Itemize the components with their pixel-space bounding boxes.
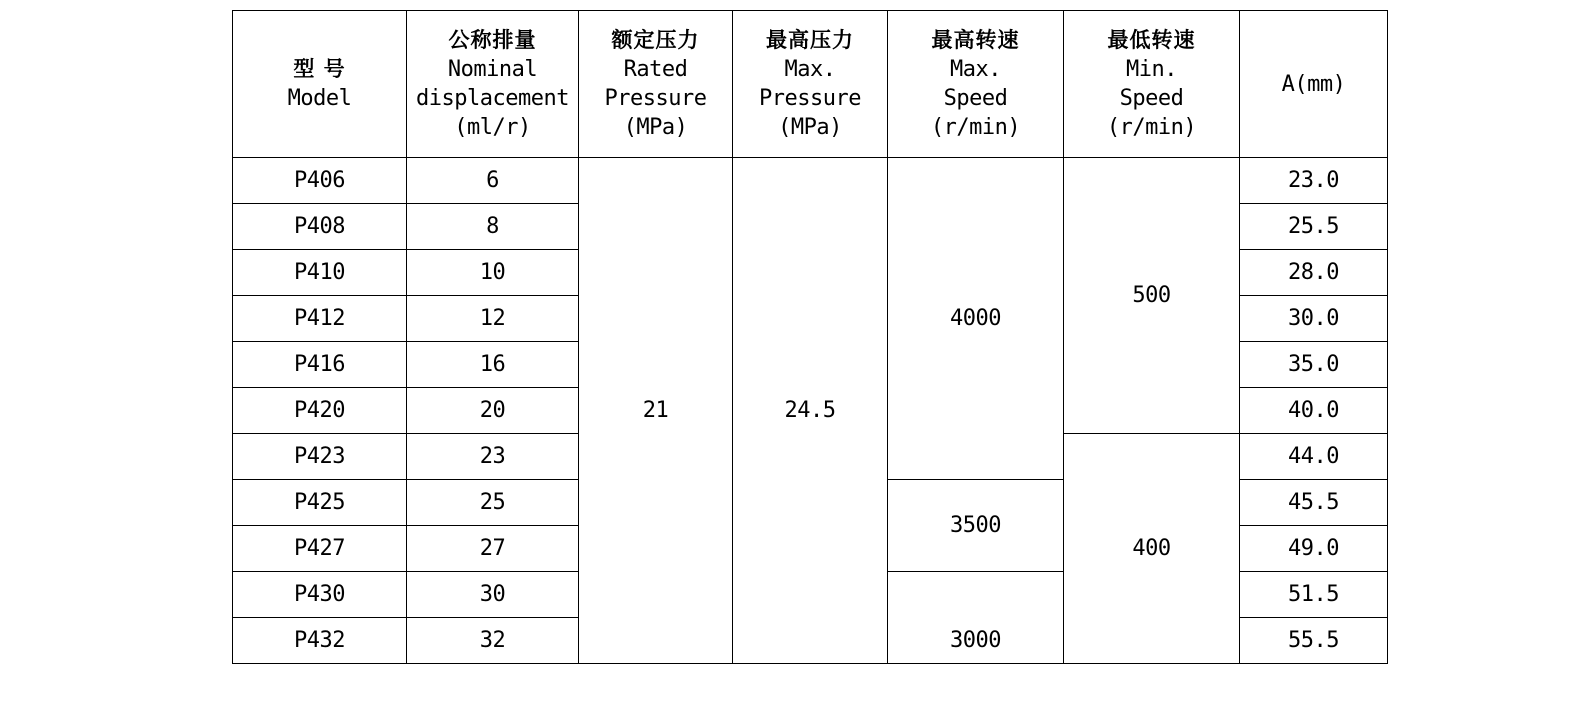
a-dimension-cell: 45.5 bbox=[1240, 480, 1388, 526]
table-row bbox=[233, 158, 1388, 204]
header-rated-pressure-unit: (MPa) bbox=[623, 115, 688, 140]
displacement-cell: 8 bbox=[407, 204, 579, 250]
displacement-cell: 32 bbox=[407, 618, 579, 664]
header-rated-pressure-zh: 额定压力 bbox=[611, 28, 700, 52]
header-min-speed bbox=[1064, 11, 1240, 158]
displacement-cell: 12 bbox=[407, 296, 579, 342]
a-dimension-cell: 55.5 bbox=[1240, 618, 1388, 664]
displacement-cell: 6 bbox=[407, 158, 579, 204]
max-speed-cell: 4000 bbox=[888, 158, 1064, 480]
header-a-dimension-label: A(mm) bbox=[1281, 71, 1346, 97]
header-min-speed-unit: (r/min) bbox=[1106, 115, 1197, 140]
model-cell: P410 bbox=[233, 250, 407, 296]
header-max-speed-zh: 最高转速 bbox=[931, 28, 1020, 52]
a-dimension-cell: 51.5 bbox=[1240, 572, 1388, 618]
header-displacement-zh: 公称排量 bbox=[448, 28, 537, 52]
model-cell: P432 bbox=[233, 618, 407, 664]
displacement-cell: 16 bbox=[407, 342, 579, 388]
header-max-speed bbox=[888, 11, 1064, 158]
model-cell: P416 bbox=[233, 342, 407, 388]
header-model bbox=[233, 11, 407, 158]
spec-table bbox=[232, 10, 1388, 664]
header-max-pressure-unit: (MPa) bbox=[778, 115, 842, 140]
min-speed-cell: 500 bbox=[1064, 158, 1240, 434]
header-displacement bbox=[407, 11, 579, 158]
header-rated-pressure bbox=[579, 11, 733, 158]
header-max-speed-en-1: Max. bbox=[950, 57, 1001, 82]
header-model-en: Model bbox=[287, 86, 352, 111]
header-max-speed-unit: (r/min) bbox=[930, 115, 1021, 140]
a-dimension-cell: 49.0 bbox=[1240, 526, 1388, 572]
header-rated-pressure-en-2: Pressure bbox=[604, 86, 707, 111]
header-max-speed-en-2: Speed bbox=[943, 86, 1008, 111]
header-model-zh: 型 号 bbox=[293, 57, 346, 81]
header-max-pressure-zh: 最高压力 bbox=[766, 28, 854, 52]
displacement-cell: 23 bbox=[407, 434, 579, 480]
header-rated-pressure-en-1: Rated bbox=[623, 57, 688, 82]
a-dimension-cell: 25.5 bbox=[1240, 204, 1388, 250]
displacement-cell: 20 bbox=[407, 388, 579, 434]
a-dimension-cell: 44.0 bbox=[1240, 434, 1388, 480]
a-dimension-cell: 28.0 bbox=[1240, 250, 1388, 296]
model-cell: P412 bbox=[233, 296, 407, 342]
model-cell: P427 bbox=[233, 526, 407, 572]
header-min-speed-zh: 最低转速 bbox=[1107, 28, 1196, 52]
header-max-pressure bbox=[733, 11, 888, 158]
header-displacement-unit: (ml/r) bbox=[454, 115, 531, 140]
a-dimension-cell: 35.0 bbox=[1240, 342, 1388, 388]
max-speed-cell: 3500 bbox=[888, 480, 1064, 572]
displacement-cell: 30 bbox=[407, 572, 579, 618]
header-displacement-en-2: displacement bbox=[416, 86, 569, 111]
a-dimension-cell: 40.0 bbox=[1240, 388, 1388, 434]
max-pressure-cell: 24.5 bbox=[733, 158, 888, 664]
model-cell: P406 bbox=[233, 158, 407, 204]
header-displacement-en-1: Nominal bbox=[447, 57, 538, 82]
header-max-pressure-en-2: Pressure bbox=[759, 86, 861, 111]
displacement-cell: 27 bbox=[407, 526, 579, 572]
a-dimension-cell: 23.0 bbox=[1240, 158, 1388, 204]
min-speed-cell: 400 bbox=[1064, 434, 1240, 664]
model-cell: P425 bbox=[233, 480, 407, 526]
model-cell: P408 bbox=[233, 204, 407, 250]
header-min-speed-en-2: Speed bbox=[1119, 86, 1184, 111]
header-a-dimension bbox=[1240, 11, 1388, 158]
displacement-cell: 25 bbox=[407, 480, 579, 526]
model-cell: P430 bbox=[233, 572, 407, 618]
header-min-speed-en-1: Min. bbox=[1126, 57, 1177, 82]
displacement-cell: 10 bbox=[407, 250, 579, 296]
a-dimension-cell: 30.0 bbox=[1240, 296, 1388, 342]
model-cell: P420 bbox=[233, 388, 407, 434]
max-speed-cell: 3000 bbox=[888, 572, 1064, 664]
header-max-pressure-en-1: Max. bbox=[784, 57, 836, 82]
rated-pressure-cell: 21 bbox=[579, 158, 733, 664]
model-cell: P423 bbox=[233, 434, 407, 480]
header-row bbox=[233, 11, 1388, 158]
